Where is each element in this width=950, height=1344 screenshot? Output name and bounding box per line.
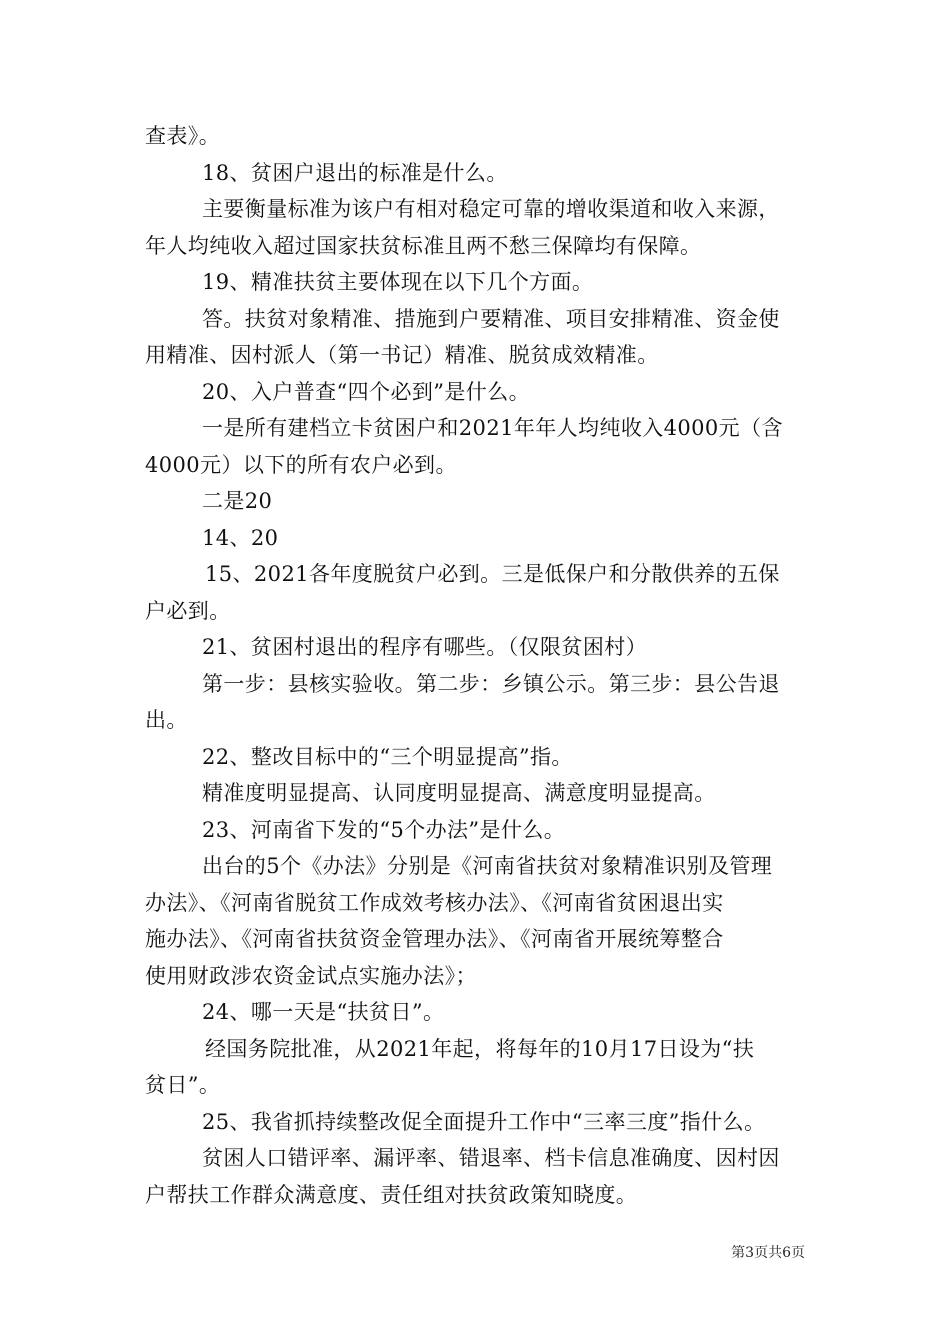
question-heading: 23、河南省下发的“5个办法”是什么。 [202, 817, 566, 842]
question-heading: 18、贫困户退出的标准是什么。 [202, 160, 508, 185]
answer-line: 贫日”。 [145, 1073, 221, 1097]
answer-line: 主要衡量标准为该户有相对稳定可靠的增收渠道和收入来源， [202, 197, 780, 221]
answer-line: 施办法》、《河南省扶贫资金管理办法》、《河南省开展统筹整合 [145, 927, 724, 951]
question-heading: 19、精准扶贫主要体现在以下几个方面。 [202, 270, 594, 294]
question-heading: 21、贫困村退出的程序有哪些。（仅限贫困村） [202, 635, 648, 659]
answer-line: 年人均纯收入超过国家扶贫标准且两不愁三保障均有保障。 [145, 233, 702, 258]
answer-line: 精准度明显提高、认同度明显提高、满意度明显提高。 [202, 781, 716, 805]
answer-line: 15、2021各年度脱贫户必到。三是低保户和分散供养的五保 [205, 562, 780, 586]
answer-line: 一是所有建档立卡贫困户和2021年年人均纯收入4000元（含 [202, 416, 783, 440]
answer-line: 贫困人口错评率、漏评率、错退率、档卡信息准确度、因村因 [202, 1146, 780, 1170]
document-body [145, 118, 810, 1213]
answer-line: 用精准、因村派人（第一书记）精准、脱贫成效精准。 [145, 343, 659, 367]
page-indicator: 第3页共6页 [731, 1245, 805, 1261]
question-heading: 20、入户普查“四个必到”是什么。 [202, 379, 530, 404]
text-line: 查表》。 [145, 124, 221, 148]
answer-line: 4000元）以下的所有农户必到。 [145, 452, 457, 477]
answer-line: 二是20 [202, 489, 273, 513]
answer-line: 14、20 [202, 525, 279, 550]
answer-line: 答。扶贫对象精准、措施到户要精准、项目安排精准、资金使 [202, 306, 780, 331]
answer-line: 出台的5个《办法》分别是《河南省扶贫对象精准识别及管理 [202, 854, 773, 878]
answer-line: 户必到。 [145, 598, 231, 623]
question-heading: 25、我省抓持续整改促全面提升工作中“三率三度”指什么。 [202, 1109, 766, 1134]
answer-line: 出。 [145, 708, 188, 732]
question-heading: 22、整改目标中的“三个明显提高”指。 [202, 744, 573, 769]
answer-line: 经国务院批准，从2021年起，将每年的10月17日设为“扶 [205, 1036, 755, 1061]
question-heading: 24、哪一天是“扶贫日”。 [202, 1000, 445, 1024]
answer-line: 办法》、《河南省脱贫工作成效考核办法》、《河南省贫困退出实 [145, 890, 724, 915]
answer-line: 第一步：县核实验收。第二步：乡镇公示。第三步：县公告退 [202, 671, 780, 696]
answer-line: 户帮扶工作群众满意度、责任组对扶贫政策知晓度。 [145, 1182, 638, 1207]
answer-line: 使用财政涉农资金试点实施办法》； [145, 963, 477, 988]
